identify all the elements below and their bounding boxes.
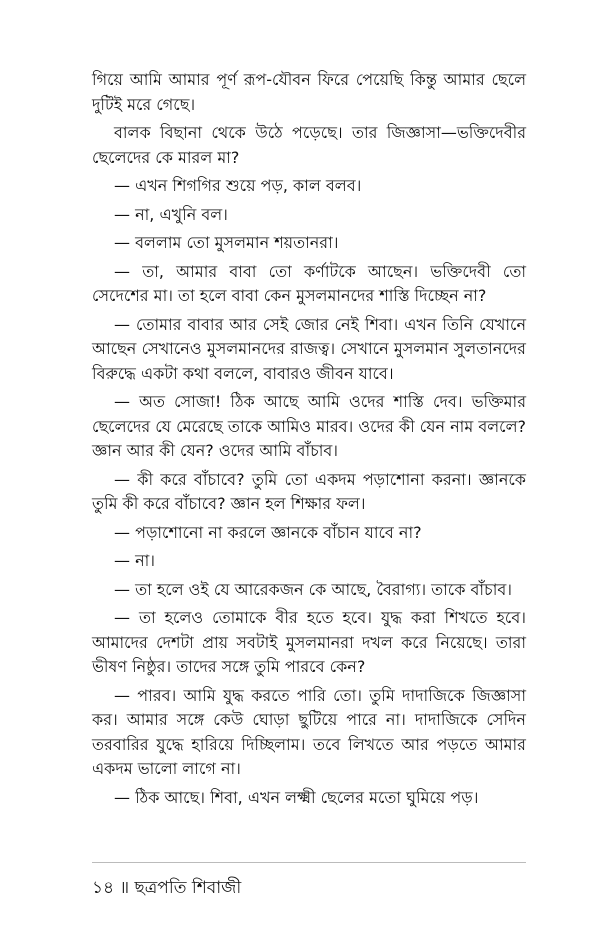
dialogue-line: — পড়াশোনো না করলে জ্ঞানকে বাঁচান যাবে না? [114, 522, 422, 542]
dialogue-line: — অত সোজা! ঠিক আছে আমি ওদের শাস্তি দেব। ভক্তিমার ছেলেদের যে মেরেছে তাকে আমিও মারব। ওদের কী যেন নাম বললে? জ্ঞান আর কী যেন? ওদের আমি বাঁচাব। [92, 392, 526, 460]
dialogue-line: — পারব। আমি যুদ্ধ করতে পারি তো। তুমি দাদাজিকে জিজ্ঞাসা কর। আমার সঙ্গে কেউ ঘোড়া ছুটিয়ে পারে না। দাদাজিকে সেদিন তরবারির যুদ্ধে হারিয়ে দিচ্ছিলাম। তবে লিখতে আর পড়তে আমার একদম ভালো লাগে না। [92, 685, 526, 778]
dialogue-line: — তা হলেও তোমাকে বীর হতে হবে। যুদ্ধ করা শিখতে হবে। আমাদের দেশটা প্রায় সবটাই মুসলমানরা দখল করে নিয়েছে। তারা ভীষণ নিষ্ঠুর। তাদের সঙ্গে তুমি পারবে কেন? [92, 608, 526, 676]
book-title: ছত্রপতি শিবাজী [134, 878, 242, 898]
dialogue-line: — তা, আমার বাবা তো কর্ণাটকে আছেন। ভক্তিদেবী তো সেদেশের মা। তা হলে বাবা কেন মুসলমানদের শাস্তি দিচ্ছেন না? [92, 261, 526, 305]
footer-divider [92, 862, 526, 863]
dialogue-line: — না। [114, 551, 155, 570]
dialogue-line: — তা হলে ওই যে আরেকজন কে আছে, বৈরাগ্য। তাকে বাঁচাব। [114, 579, 512, 599]
dialogue-line: — এখন শিগগির শুয়ে পড়, কাল বলব। [114, 176, 362, 195]
paragraph-narration: বালক বিছানা থেকে উঠে পড়েছে। তার জিজ্ঞাসা—ভক্তিদেবীর ছেলেদের কে মারল মা? [92, 123, 526, 167]
page-footer [92, 876, 526, 900]
footer-separator: ॥ [119, 878, 130, 898]
dialogue-line: — না, এখুনি বল। [114, 204, 228, 224]
dialogue-line: — তোমার বাবার আর সেই জোর নেই শিবা। এখন তিনি যেখানে আছেন সেখানেও মুসলমানদের রাজত্ব। সেখানে মুসলমান সুলতানদের বিরুদ্ধে একটা কথা বললে, বাবারও জীবন যাবে। [92, 314, 526, 383]
dialogue-line: — ঠিক আছে। শিবা, এখন লক্ষ্মী ছেলের মতো ঘুমিয়ে পড়। [114, 787, 479, 807]
dialogue-line: — কী করে বাঁচাবে? তুমি তো একদম পড়াশোনা করনা। জ্ঞানকে তুমি কী করে বাঁচাবে? জ্ঞান হল শিক্ষার ফল। [92, 469, 526, 513]
dialogue-line: — বললাম তো মুসলমান শয়তানরা। [114, 233, 339, 252]
body-text [92, 68, 526, 814]
page-number: ১৪ [92, 878, 115, 898]
paragraph-continuation: গিয়ে আমি আমার পূর্ণ রূপ-যৌবন ফিরে পেয়েছি কিন্তু আমার ছেলে দুটিই মরে গেছে। [92, 70, 526, 114]
